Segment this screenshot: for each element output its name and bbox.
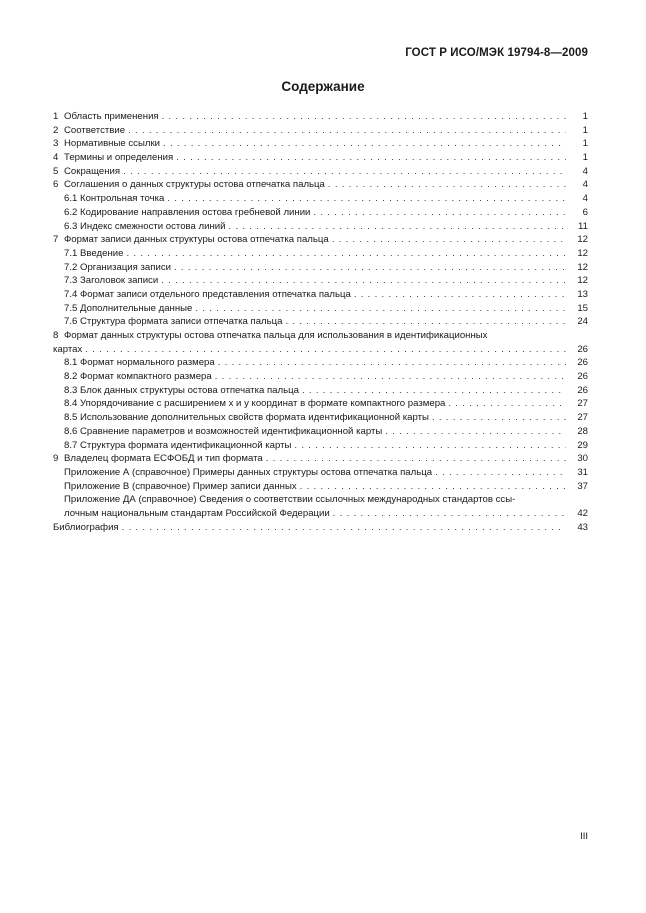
dot-leader <box>85 343 566 357</box>
toc-subentry[interactable] <box>53 315 588 329</box>
toc-entry-label: Область применения <box>64 111 159 122</box>
toc-entry-label: 8.4 Упорядочивание с расширением x и y координат в формате компактного размера <box>64 398 446 410</box>
toc-entry-page: 29 <box>577 439 588 451</box>
toc-entry-page: 12 <box>577 234 588 246</box>
toc-entry-label: 6.2 Кодирование направления остова гребневой линии <box>64 206 311 218</box>
toc-entry-page: 27 <box>577 398 588 410</box>
dot-leader <box>161 274 566 288</box>
dot-leader <box>285 315 566 329</box>
dot-leader <box>294 439 566 453</box>
toc-subentry[interactable] <box>53 411 588 425</box>
toc-subentry[interactable] <box>53 220 588 234</box>
toc-entry-page: 12 <box>577 247 588 259</box>
dot-leader <box>332 233 566 247</box>
toc-entry-number: 1 <box>53 111 59 122</box>
dot-leader <box>333 507 566 521</box>
dot-leader <box>354 288 566 302</box>
toc-title: Содержание <box>281 79 365 94</box>
toc-entry-page: 31 <box>577 466 588 478</box>
dot-leader <box>218 356 566 370</box>
toc-subentry[interactable] <box>53 274 588 288</box>
toc-entry-label: 7.3 Заголовок записи <box>64 275 159 287</box>
toc-entry-label: Приложение А (справочное) Примеры данных структуры остова отпечатка пальца <box>64 466 433 478</box>
toc-entry-number: 5 <box>53 165 59 177</box>
toc-appendix-entry[interactable] <box>53 466 588 480</box>
dot-leader <box>123 165 566 179</box>
toc-entry-page: 12 <box>577 261 588 273</box>
toc-entry-page: 1 <box>582 138 588 150</box>
dot-leader <box>448 397 566 411</box>
toc-entry-page: 26 <box>577 384 588 396</box>
toc-entry-page: 24 <box>577 316 588 328</box>
dot-leader <box>174 261 566 275</box>
toc-entry-label: Формат записи данных структуры остова отпечатка пальца <box>64 234 329 246</box>
toc-entry-page: 6 <box>582 206 588 218</box>
toc-entry-label: 8.6 Сравнение параметров и возможностей идентификационной карты <box>64 425 383 437</box>
toc-subentry[interactable] <box>53 192 588 206</box>
dot-leader <box>300 480 566 494</box>
toc-subentry[interactable] <box>53 247 588 261</box>
toc-entry-label-continued: картах <box>53 343 83 355</box>
toc-entry-page: 26 <box>577 343 588 355</box>
toc-entry[interactable] <box>53 124 588 138</box>
toc-entry[interactable] <box>53 452 588 466</box>
toc-entry-label-continued: лочным национальным стандартам Российской Федерации <box>64 507 330 519</box>
toc-subentry[interactable] <box>53 356 588 370</box>
toc-entry-label: Приложение ДА (справочное) Сведения о соответствии ссылочных международных стандартов ссы- <box>64 494 516 506</box>
toc-entry-label: 7.4 Формат записи отдельного представления отпечатка пальца <box>64 288 351 300</box>
toc-subentry[interactable] <box>53 370 588 384</box>
dot-leader <box>122 521 566 535</box>
toc-entry-label: Владелец формата ЕСФОБД и тип формата <box>64 453 263 465</box>
toc-subentry[interactable] <box>53 288 588 302</box>
dot-leader <box>432 411 566 425</box>
toc-entry-number: 2 <box>53 124 59 136</box>
toc-entry[interactable] <box>53 151 588 165</box>
toc-subentry[interactable] <box>53 261 588 275</box>
toc-entry-page: 26 <box>577 357 588 369</box>
toc-subentry[interactable] <box>53 397 588 411</box>
dot-leader <box>385 425 566 439</box>
toc-entry-line <box>53 493 588 507</box>
toc-entry-line <box>53 343 588 357</box>
toc-entry[interactable] <box>53 137 588 151</box>
toc-entry[interactable] <box>53 521 588 535</box>
toc-entry-page: 12 <box>577 275 588 287</box>
toc-entry[interactable] <box>53 165 588 179</box>
toc-entry-label: Соглашения о данных структуры остова отпечатка пальца <box>64 179 325 191</box>
dot-leader <box>167 192 566 206</box>
dot-leader <box>163 137 566 151</box>
toc-entry-label: Соответствие <box>64 124 126 136</box>
dot-leader <box>195 302 566 316</box>
dot-leader <box>302 384 566 398</box>
dot-leader <box>435 466 566 480</box>
standard-code: ГОСТ Р ИСО/МЭК 19794-8—2009 <box>405 47 588 59</box>
toc-entry[interactable] <box>53 233 588 247</box>
dot-leader <box>126 247 566 261</box>
toc-entry-page: 26 <box>577 371 588 383</box>
toc-entry-label: Библиография <box>53 521 119 533</box>
toc-entry-number: 4 <box>53 152 59 164</box>
toc-entry-label: 7.1 Введение <box>64 247 124 259</box>
toc-entry-page: 15 <box>577 302 588 314</box>
toc-subentry[interactable] <box>53 425 588 439</box>
toc-entry-page: 4 <box>582 179 588 191</box>
toc-entry-label: 7.6 Структура формата записи отпечатка пальца <box>64 316 283 328</box>
toc-entry-number: 6 <box>53 179 59 191</box>
toc-entry-page: 1 <box>582 152 588 164</box>
toc-entry-label: Формат данных структуры остова отпечатка пальца для использования в идентификационных <box>64 330 488 341</box>
toc-entry-label: 8.7 Структура формата идентификационной карты <box>64 439 292 451</box>
toc-entry-label: Термины и определения <box>64 152 174 164</box>
toc-appendix-entry[interactable] <box>53 493 588 520</box>
toc-entry-label: 6.3 Индекс смежности остова линий <box>64 220 226 232</box>
toc-entry-label: 8.2 Формат компактного размера <box>64 371 212 383</box>
toc-entry-page: 1 <box>582 124 588 136</box>
toc-entry-number: 8 <box>53 330 59 341</box>
toc-entry-page: 13 <box>577 288 588 300</box>
toc-entry-label: Нормативные ссылки <box>64 138 161 150</box>
dot-leader <box>266 452 566 466</box>
toc-entry-page: 4 <box>582 193 588 205</box>
toc-subentry[interactable] <box>53 302 588 316</box>
toc-entry-page: 37 <box>577 480 588 492</box>
toc-entry-label: 7.5 Дополнительные данные <box>64 302 193 314</box>
toc-appendix-entry[interactable] <box>53 480 588 494</box>
dot-leader <box>328 178 566 192</box>
dot-leader <box>313 206 566 220</box>
toc-entry-label: 7.2 Организация записи <box>64 261 171 273</box>
dot-leader <box>162 110 566 124</box>
toc-entry-label: Сокращения <box>64 165 121 177</box>
toc-entry-number: 7 <box>53 234 59 246</box>
toc-entry-page: 27 <box>577 412 588 424</box>
toc-entry-line <box>53 329 588 343</box>
toc-subentry[interactable] <box>53 384 588 398</box>
toc-entry-number: 3 <box>53 138 59 150</box>
dot-leader <box>215 370 566 384</box>
toc-entry-line <box>53 507 588 521</box>
toc-entry-label: 6.1 Контрольная точка <box>64 193 165 205</box>
toc-entry-page: 30 <box>577 453 588 465</box>
toc-entry-page: 42 <box>577 507 588 519</box>
toc-entry-page: 43 <box>577 521 588 533</box>
page-number: III <box>580 831 588 842</box>
toc-entry-label: Приложение В (справочное) Пример записи данных <box>64 480 297 492</box>
toc-entry-page: 1 <box>582 111 588 122</box>
toc-entry-label: 8.3 Блок данных структуры остова отпечатка пальца <box>64 384 299 396</box>
toc-entry-number: 9 <box>53 453 59 465</box>
toc-subentry[interactable] <box>53 439 588 453</box>
dot-leader <box>229 220 566 234</box>
toc-entry[interactable] <box>53 110 588 124</box>
toc-entry-page: 11 <box>578 220 588 232</box>
toc-entry-page: 28 <box>577 425 588 437</box>
toc-subentry[interactable] <box>53 206 588 220</box>
toc-entry-label: 8.1 Формат нормального размера <box>64 357 215 369</box>
dot-leader <box>176 151 566 165</box>
dot-leader <box>128 124 566 138</box>
table-of-contents <box>53 110 588 534</box>
toc-entry-page: 4 <box>582 165 588 177</box>
toc-entry-label: 8.5 Использование дополнительных свойств формата идентификационной карты <box>64 412 429 424</box>
toc-entry[interactable] <box>53 178 588 192</box>
toc-entry[interactable] <box>53 329 588 356</box>
